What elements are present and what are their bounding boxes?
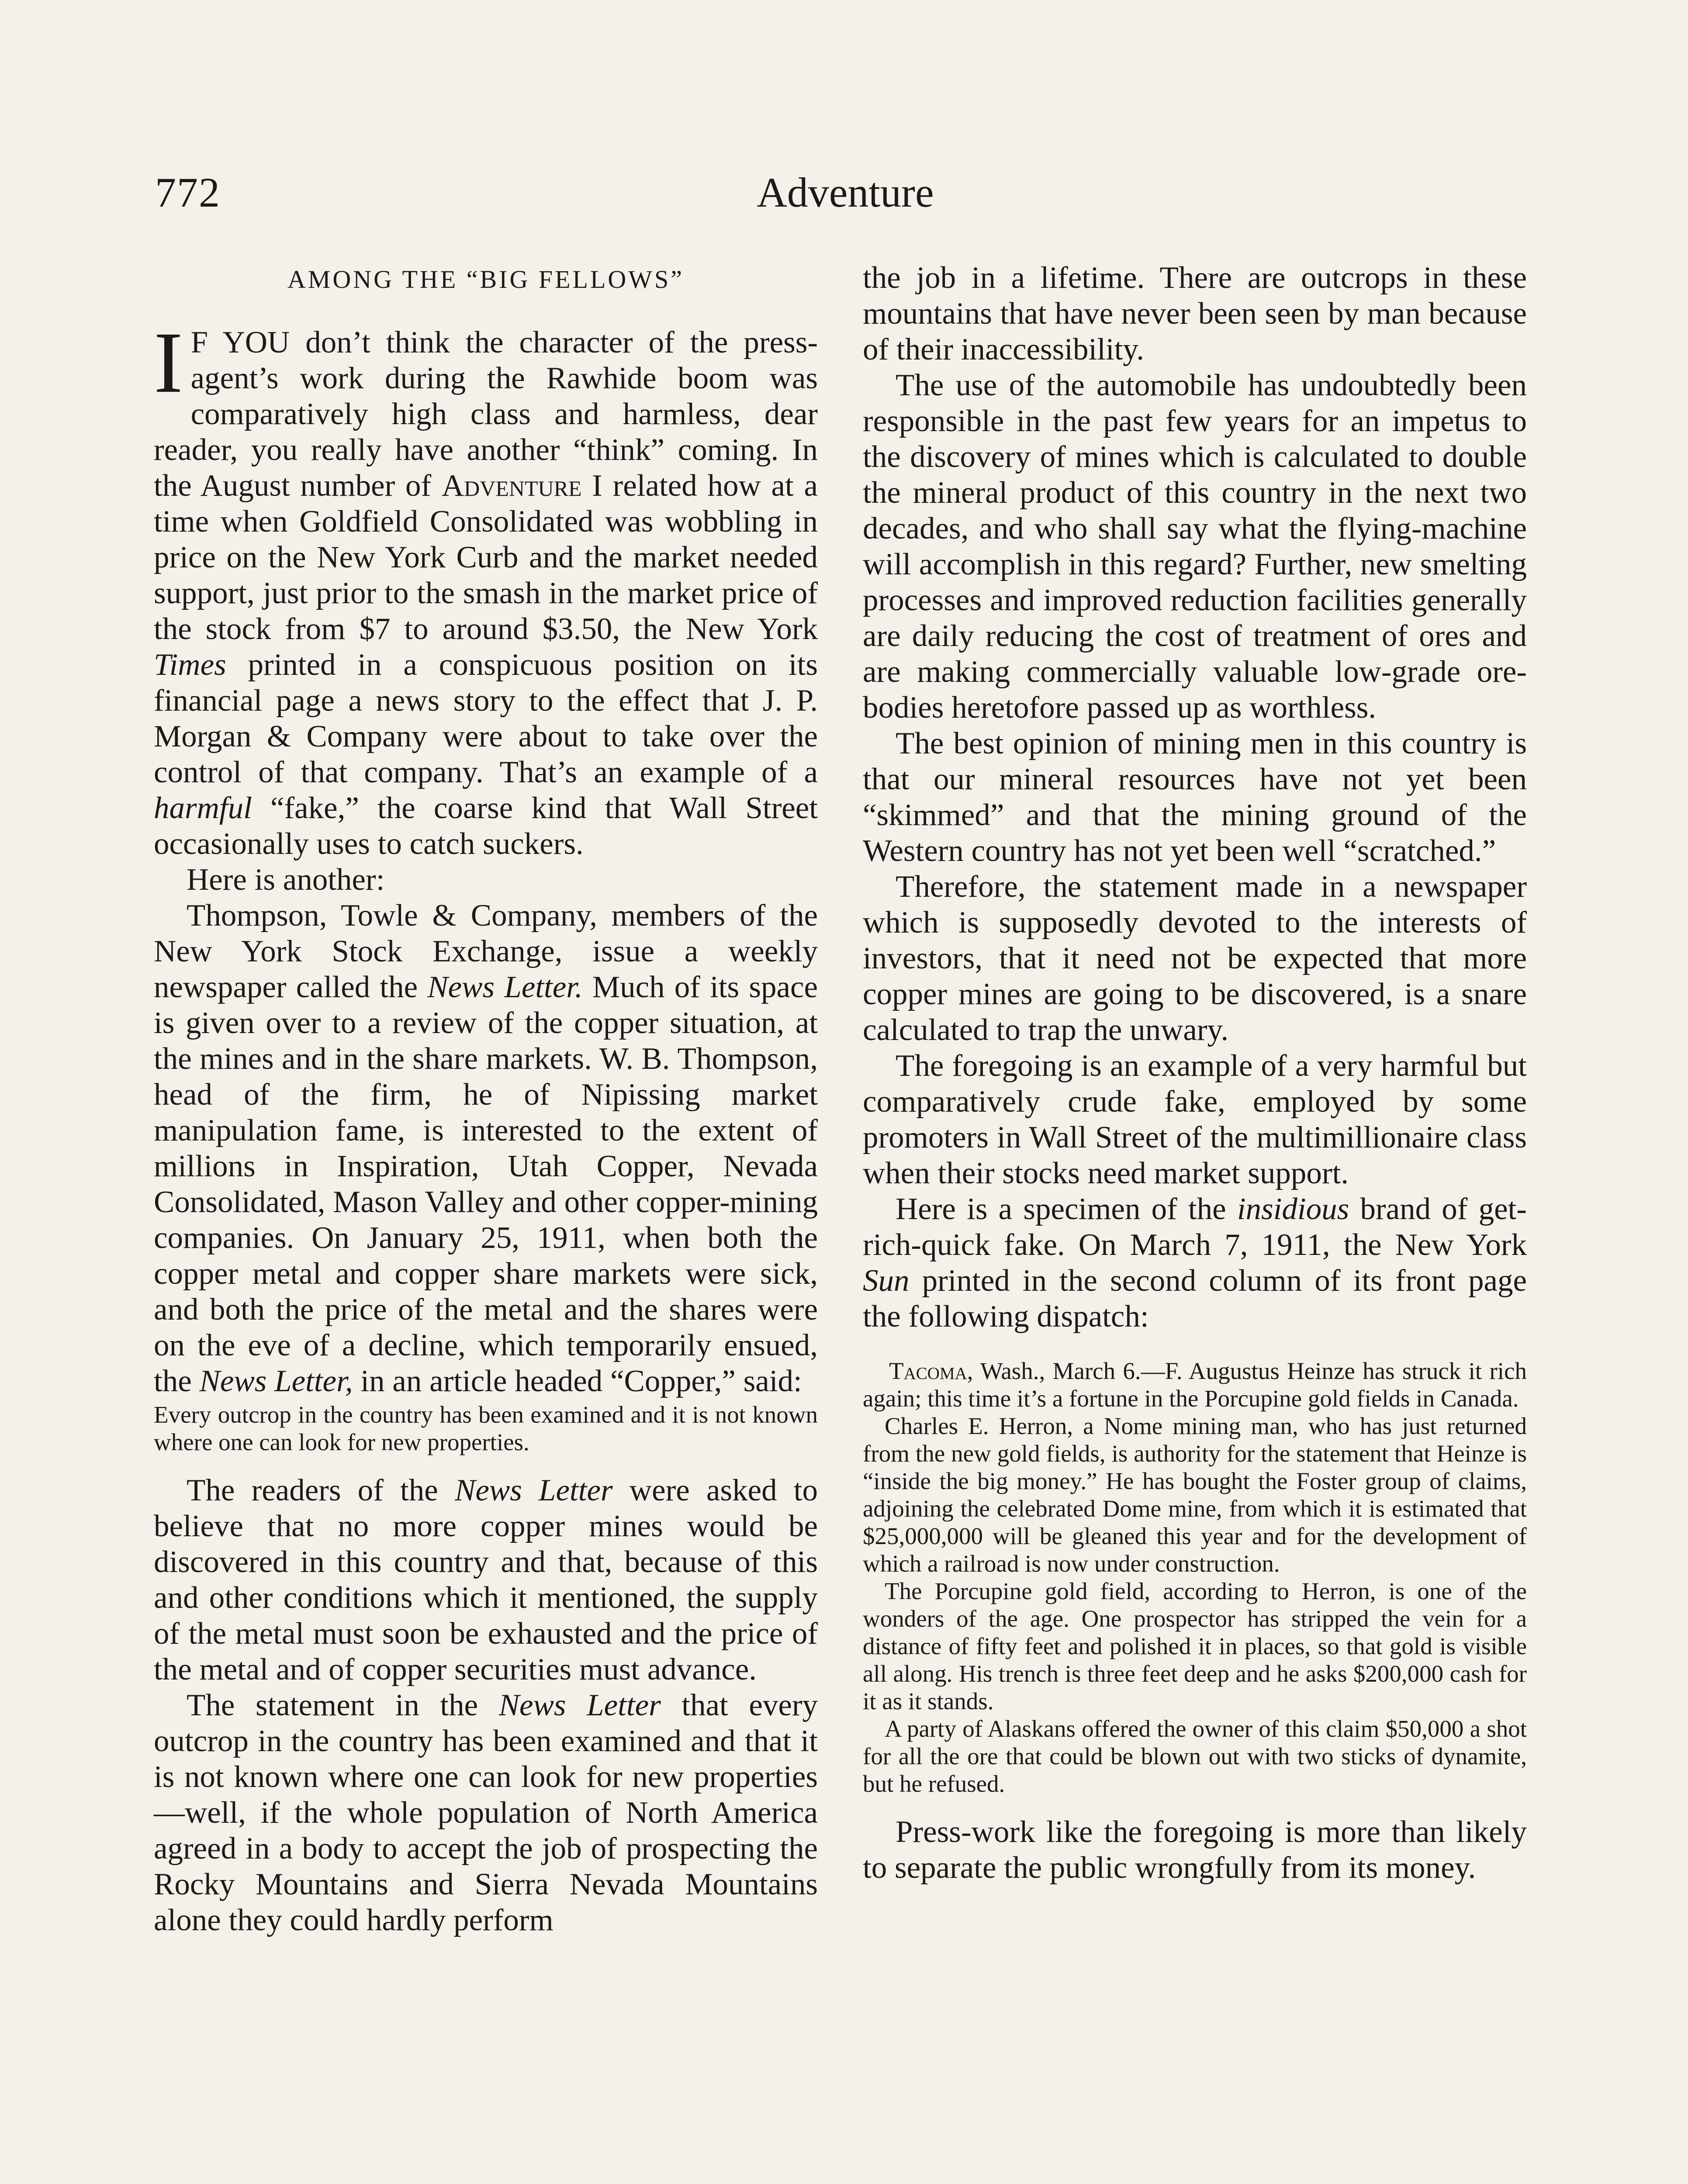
paragraph: The best opinion of mining men in this country is that our mineral resources have not yet been “skimmed” and that the mining ground of the Western country has not yet been well “scratched.”: [863, 726, 1527, 868]
lead-paragraph: I F YOU don’t think the character of the press-agent’s work during the Rawhide boom was comparatively high class and harmless, dear reader, you really have another “think” coming. In the August number of Adventure I related how at a time when Goldfield Consolidated was wobbling in price on the New York Curb and the market needed support, just prior to the smash in the market price of the stock from $7 to around $3.50, the New York Times printed in a conspicuous position on its financial page a news story to the effect that J. P. Morgan & Company were about to take over the control of that company. That’s an example of a harmful “fake,” the coarse kind that Wall Street occasionally uses to catch suckers.: [154, 314, 818, 861]
paragraph: The readers of the News Letter were asked to believe that no more copper mines would be discovered in this country and that, because of this and other conditions which it mentioned, the supply of the metal must soon be exhausted and the price of the metal and of copper securities must advance.: [154, 1473, 818, 1686]
magazine-name: Adventure: [441, 469, 582, 503]
page-number: 772: [155, 169, 221, 216]
paragraph: Therefore, the statement made in a newspaper which is supposedly devoted to the interests of investors, that it need not be expected that more copper mines are going to be discovered, is a snare calculated to trap the unwary.: [863, 870, 1527, 1047]
paragraph: The foregoing is an example of a very harmful but comparatively crude fake, employed by some promoters in Wall Street of the multimillionaire class when their stocks need market support.: [863, 1049, 1527, 1190]
paragraph: Press-work like the foregoing is more than likely to separate the public wrongfully from its money.: [863, 1815, 1527, 1885]
section-title: AMONG THE “BIG FELLOWS”: [287, 265, 685, 294]
paragraph: The use of the automobile has undoubtedly been responsible in the past few years for an impetus to the discovery of mines which is calculated to double the mineral product of this country in the next two decades, and who shall say what the flying-machine will accomplish in this regard? Further, new smelting processes and improved reduction facilities generally are daily reducing the cost of treatment of ores and are making commercially valuable low-grade ore-bodies heretofore passed up as worthless.: [863, 368, 1527, 725]
dispatch-quote: Tacoma, Wash., March 6.—F. Augustus Heinze has struck it rich again; this time it’s a fortune in the Porcupine gold fields in Canada. Charles E. Herron, a Nome mining man, who has just returned from the new gold fields, is authority for the statement that Heinze is “inside the big money.” He has bought the Foster group of claims, adjoining the celebrated Dome mine, from which it is estimated that $25,000,000 will be gleaned this year and for the development of which a railroad is now under construction. The Porcupine gold field, according to Herron, is one of the wonders of the age. One prospector has stripped the vein for a distance of fifty feet and polished it in places, so that gold is visible all along. His trench is three feet deep and he asks $200,000 cash for it as it stands. A party of Alaskans offered the owner of this claim $50,000 a shot for all the ore that could be blown out with two sticks of dynamite, but he refused.: [863, 1358, 1527, 1797]
paragraph: The statement in the News Letter that every outcrop in the country has been examined and that it is not known where one can look for new properties—well, if the whole population of North America agreed in a body to accept the job of prospecting the Rocky Mountains and Sierra Nevada Mountains alone they could hardly perform: [154, 1688, 818, 1937]
paragraph: Thompson, Towle & Company, members of the New York Stock Exchange, issue a weekly newspaper called the News Letter. Much of its space is given over to a review of the copper situation, at the mines and in the share markets. W. B. Thompson, head of the firm, he of Nipissing market manipulation fame, is interested to the extent of millions in Inspiration, Utah Copper, Nevada Consolidated, Mason Valley and other copper-mining companies. On January 25, 1911, when both the copper metal and copper share markets were sick, and both the price of the metal and the shares were on the eve of a decline, which temporarily ensued, the News Letter, in an article headed “Copper,” said:: [154, 898, 818, 1398]
block-quote: Every outcrop in the country has been examined and it is not known where one can look for new properties.: [154, 1401, 818, 1455]
left-column: [154, 260, 818, 1938]
page-header: [155, 168, 1536, 229]
dispatch-dateline: Tacoma: [889, 1358, 967, 1384]
paragraph: Here is a specimen of the insidious brand of get-rich-quick fake. On March 7, 1911, the New York Sun printed in the second column of its front page the following dispatch:: [863, 1192, 1527, 1334]
paragraph: Here is another:: [187, 863, 385, 897]
drop-cap: I: [154, 314, 183, 411]
right-column: [863, 260, 1527, 1886]
paragraph: the job in a lifetime. There are outcrops in these mountains that have never been seen by man because of their inaccessibility.: [863, 261, 1527, 366]
running-head: Adventure: [757, 169, 934, 216]
